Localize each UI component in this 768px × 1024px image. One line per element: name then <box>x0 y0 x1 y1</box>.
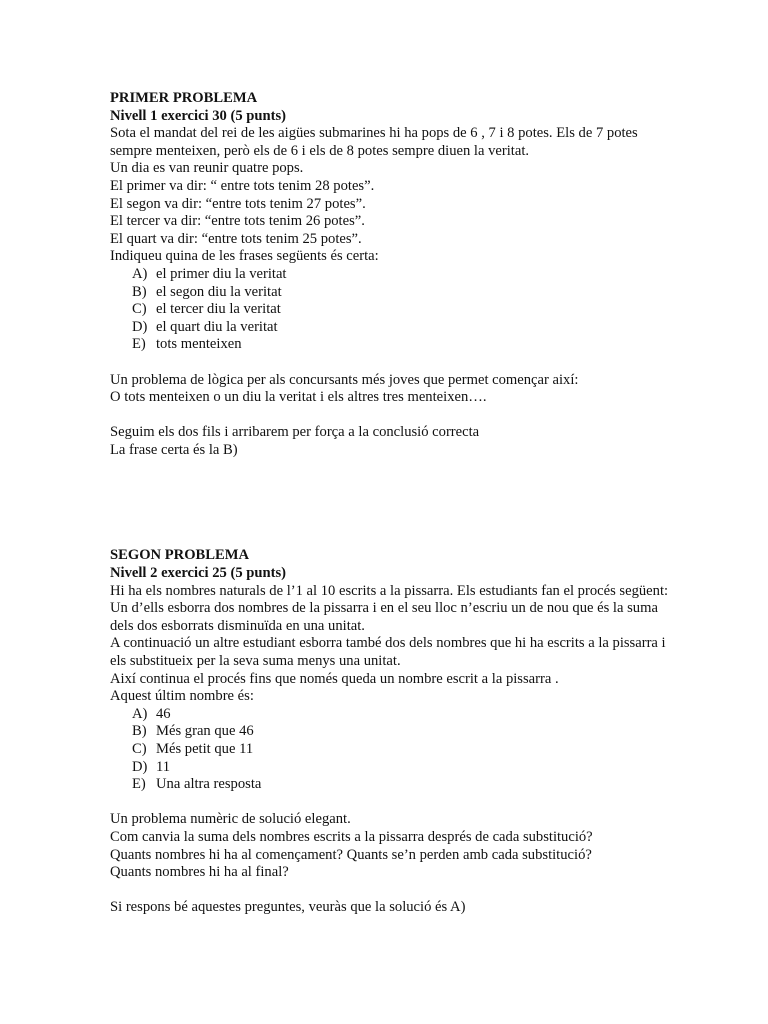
option-text: 46 <box>156 705 171 722</box>
option-text: tots menteixen <box>156 336 242 353</box>
spacer <box>110 794 670 812</box>
problem-1-solution: La frase certa és la B) <box>110 441 238 458</box>
problem-2-paragraph: Hi ha els nombres naturals de l’1 al 10 escrits a la pissarra. Els estudiants fan el procés següent: <box>110 582 669 599</box>
option-item <box>132 776 670 794</box>
option-letter: B) <box>132 723 147 740</box>
option-item <box>132 284 670 302</box>
problem-1-solution: Seguim els dos fils i arribarem per força a la conclusió correcta <box>110 424 480 441</box>
option-letter: A) <box>132 705 148 722</box>
problem-2-options <box>110 706 670 794</box>
option-item <box>132 706 670 724</box>
problem-2-comment: Quants nombres hi ha al començament? Quants se’n perden amb cada substitució? <box>110 846 592 863</box>
option-text: el primer diu la veritat <box>156 265 287 282</box>
problem-1-options <box>110 266 670 354</box>
option-text: el tercer diu la veritat <box>156 301 281 318</box>
problem-2-comment: Un problema numèric de solució elegant. <box>110 811 351 828</box>
option-item <box>132 266 670 284</box>
spacer <box>110 354 670 372</box>
problem-2-comment: Quants nombres hi ha al final? <box>110 864 289 881</box>
option-text: Una altra resposta <box>156 776 262 793</box>
spacer <box>110 882 670 900</box>
problem-1-line: El tercer va dir: “entre tots tenim 26 potes”. <box>110 213 365 230</box>
option-text: el quart diu la veritat <box>156 318 278 335</box>
option-item <box>132 759 670 777</box>
problem-2-comment: Com canvia la suma dels nombres escrits a la pissarra després de cada substitució? <box>110 828 593 845</box>
problem-1-line: El primer va dir: “ entre tots tenim 28 potes”. <box>110 177 375 194</box>
option-text: Més gran que 46 <box>156 723 254 740</box>
problem-1-comment: Un problema de lògica per als concursants més joves que permet començar així: <box>110 371 579 388</box>
problem-1-title: PRIMER PROBLEMA <box>110 90 258 106</box>
option-letter: A) <box>132 265 148 282</box>
option-item <box>132 723 670 741</box>
problem-2 <box>110 547 670 916</box>
section-spacer <box>110 459 670 547</box>
option-letter: B) <box>132 283 147 300</box>
problem-1-subtitle: Nivell 1 exercici 30 (5 punts) <box>110 107 287 124</box>
problem-1-line: Indiqueu quina de les frases següents és certa: <box>110 248 379 265</box>
option-text: Més petit que 11 <box>156 741 254 757</box>
problem-2-paragraph: Així continua el procés fins que només queda un nombre escrit a la pissarra . <box>110 670 559 687</box>
option-item <box>132 741 670 759</box>
problem-2-title: SEGON PROBLEMA <box>110 547 250 564</box>
spacer <box>110 407 670 425</box>
option-letter: E) <box>132 336 146 353</box>
option-text: 11 <box>156 758 171 775</box>
problem-1-statement: Sota el mandat del rei de les aigües submarines hi ha pops de 6 , 7 i 8 potes. Els de 7 potes sempre menteixen, però els de 6 i els de 8 potes sempre diuen la veritat. <box>110 125 638 159</box>
option-letter: C) <box>132 301 147 318</box>
option-text: el segon diu la veritat <box>156 283 282 300</box>
option-letter: D) <box>132 318 148 335</box>
option-item <box>132 319 670 337</box>
problem-1 <box>110 90 670 459</box>
problem-1-line: El quart va dir: “entre tots tenim 25 potes”. <box>110 230 362 247</box>
problem-1-comment: O tots menteixen o un diu la veritat i els altres tres menteixen…. <box>110 389 487 406</box>
problem-2-subtitle: Nivell 2 exercici 25 (5 punts) <box>110 565 287 582</box>
option-item <box>132 301 670 319</box>
problem-1-line: Un dia es van reunir quatre pops. <box>110 160 304 177</box>
option-letter: D) <box>132 758 148 775</box>
option-letter: E) <box>132 776 146 793</box>
document-page <box>110 90 670 917</box>
option-letter: C) <box>132 741 147 757</box>
problem-1-line: El segon va dir: “entre tots tenim 27 potes”. <box>110 195 366 212</box>
problem-2-solution: Si respons bé aquestes preguntes, veuràs que la solució és A) <box>110 899 466 916</box>
problem-2-paragraph: Aquest últim nombre és: <box>110 688 254 705</box>
problem-2-paragraph: Un d’ells esborra dos nombres de la pissarra i en el seu lloc n’escriu un de nou que és la suma dels dos esborrats disminuïda en una unitat. <box>110 600 658 634</box>
problem-2-paragraph: A continuació un altre estudiant esborra també dos dels nombres que hi ha escrits a la pissarra i els substitueix per la seva suma menys una unitat. <box>110 635 666 670</box>
option-item <box>132 336 670 354</box>
